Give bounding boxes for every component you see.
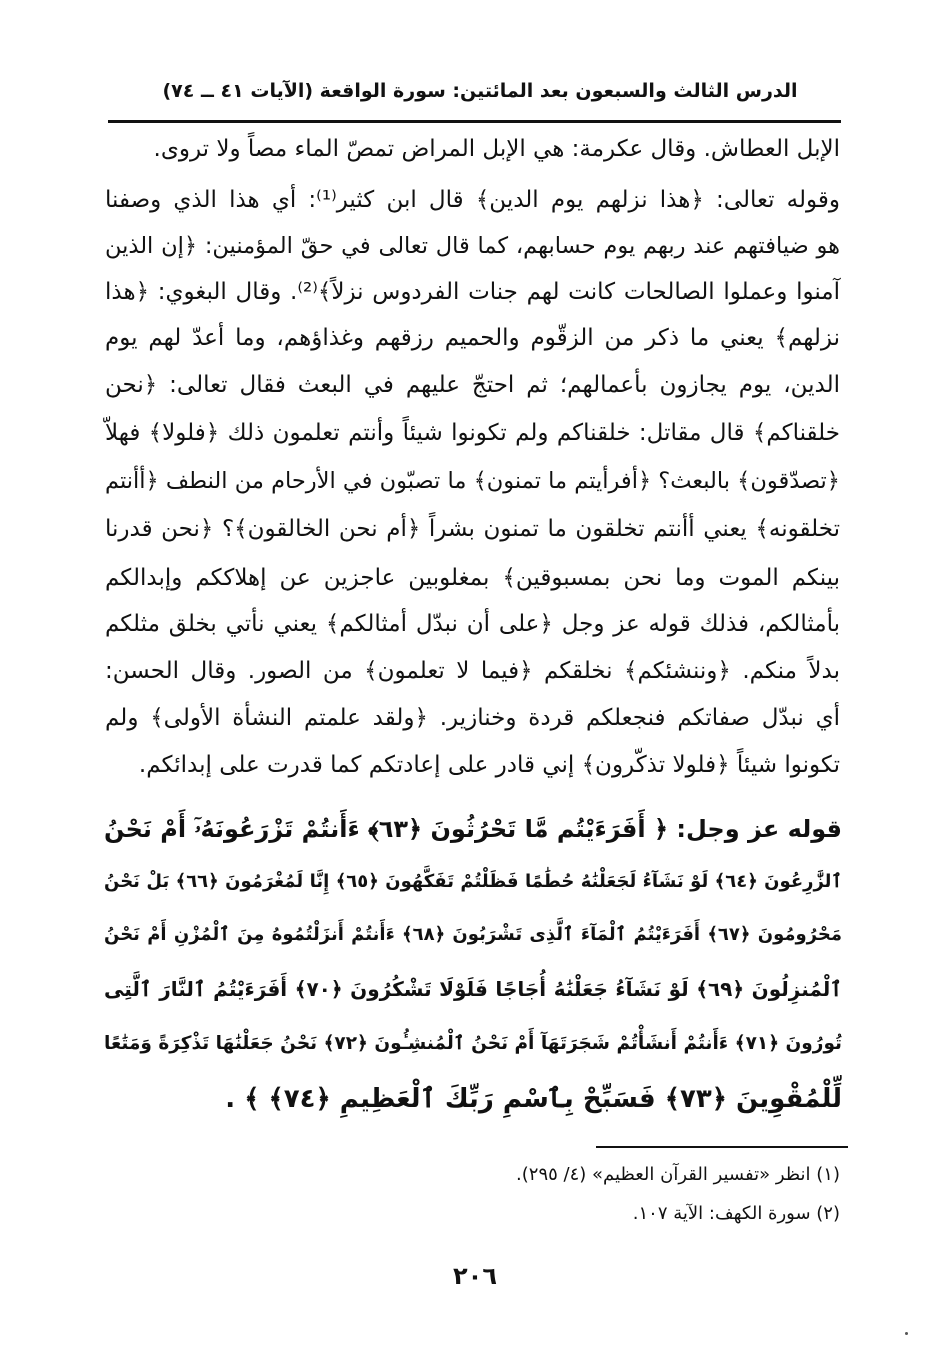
quran-verse-line: قوله عز وجل: ﴿ أَفَرَءَيْتُم مَّا تَحْرُثُونَ ﴿٦٣﴾ ءَأَنتُمْ تَزْرَعُونَهُۥٓ أَمْ نَحْنُ [104,815,843,843]
body-line: ﴿تصدّقون﴾ بالبعث؟ ﴿أفرأيتم ما تمنون﴾ ما تصبّون في الأرحام من النطف ﴿أأنتم [105,468,840,494]
footnote: (١) انظر «تفسير القرآن العظيم» (٤/ ٢٩٥). [516,1164,840,1185]
quran-verse-line: مَحْرُومُونَ ﴿٦٧﴾ أَفَرَءَيْتُمُ ٱلْمَآءَ ٱلَّذِى تَشْرَبُونَ ﴿٦٨﴾ ءَأَنتُمْ أَنزَلْتُمُوهُ مِنَ ٱلْمُزْنِ أَمْ نَحْنُ [104,924,842,945]
body-line: الإبل العطاش. وقال عكرمة: هي الإبل المراض تمصّ الماء مصاً ولا تروى. [153,136,840,162]
running-header: الدرس الثالث والسبعون بعد المائتين: سورة الواقعة (الآيات ٤١ ــ ٧٤) [162,80,798,102]
body-line: بدلاً منكم. ﴿وننشئكم﴾ نخلقكم ﴿فيما لا تعلمون﴾ من الصور. وقال الحسن: [105,658,840,684]
quran-verse-line: ٱلزَّٰرِعُونَ ﴿٦٤﴾ لَوْ نَشَآءُ لَجَعَلْنَٰهُ حُطَٰمًا فَظَلْتُمْ تَفَكَّهُونَ ﴿٦٥﴾ إِنَّا لَمُغْرَمُونَ ﴿٦٦﴾ بَلْ نَحْنُ [104,871,842,892]
header-rule [108,120,841,123]
body-line: بينكم الموت وما نحن بمسبوقين﴾ بمغلوبين عاجزين عن إهلاككم وإبدالكم [105,565,840,591]
footnote: (٢) سورة الكهف: الآية ١٠٧. [632,1203,840,1224]
quran-verse-line: تُورُونَ ﴿٧١﴾ ءَأَنتُمْ أَنشَأْتُمْ شَجَرَتَهَآ أَمْ نَحْنُ ٱلْمُنشِـُٔونَ ﴿٧٢﴾ نَحْنُ جَعَلْنَٰهَا تَذْكِرَةً وَمَتَٰعًا [104,1033,842,1054]
body-line: هو ضيافتهم عند ربهم يوم حسابهم، كما قال تعالى في حقّ المؤمنين: ﴿إن الذين [105,233,840,259]
page-number: ٢٠٦ [453,1262,497,1290]
body-line: نزلهم﴾ يعني ما ذكر من الزقّوم والحميم رزقهم وغذاؤهم، وما أعدّ لهم يوم [105,325,840,351]
body-line: تخلقونه﴾ يعني أأنتم تخلقون ما تمنون بشراً ﴿أم نحن الخالقون﴾؟ ﴿نحن قدرنا [105,516,840,542]
body-line: أي نبدّل صفاتكم فنجعلكم قردة وخنازير. ﴿ولقد علمتم النشأة الأولى﴾ ولم [105,705,840,731]
body-line: آمنوا وعملوا الصالحات كانت لهم جنات الفردوس نزلاً﴾⁽²⁾. وقال البغوي: ﴿هذا [105,279,840,305]
body-line: خلقناكم﴾ قال مقاتل: خلقناكم ولم تكونوا شيئاً وأنتم تعلمون ذلك ﴿فلولا﴾ فهلاّ [105,420,840,446]
body-line: الدين، يوم يجازون بأعمالهم؛ ثم احتجّ عليهم في البعث فقال تعالى: ﴿نحن [105,372,840,398]
scan-speck [905,1332,908,1335]
quran-verse-line: لِّلْمُقْوِينَ ﴿٧٣﴾ فَسَبِّحْ بِٱسْمِ رَبِّكَ ٱلْعَظِيمِ ﴿٧٤﴾ ﴾ . [225,1084,842,1114]
body-line: تكونوا شيئاً ﴿فلولا تذكّرون﴾ إني قادر على إعادتكم كما قدرت على إبدائكم. [138,752,840,778]
quran-verse-line: ٱلْمُنزِلُونَ ﴿٦٩﴾ لَوْ نَشَآءُ جَعَلْنَٰهُ أُجَاجًا فَلَوْلَا تَشْكُرُونَ ﴿٧٠﴾ أَفَرَءَيْتُمُ ٱلنَّارَ ٱلَّتِى [104,977,843,1001]
body-line: وقوله تعالى: ﴿هذا نزلهم يوم الدين﴾ قال ابن كثير⁽¹⁾: أي هذا الذي وصفنا [105,187,840,213]
footnote-rule [596,1146,848,1148]
body-line: بأمثالكم، فذلك قوله عز وجل ﴿على أن نبدّل أمثالكم﴾ يعني نأتي بخلق مثلكم [105,611,840,637]
